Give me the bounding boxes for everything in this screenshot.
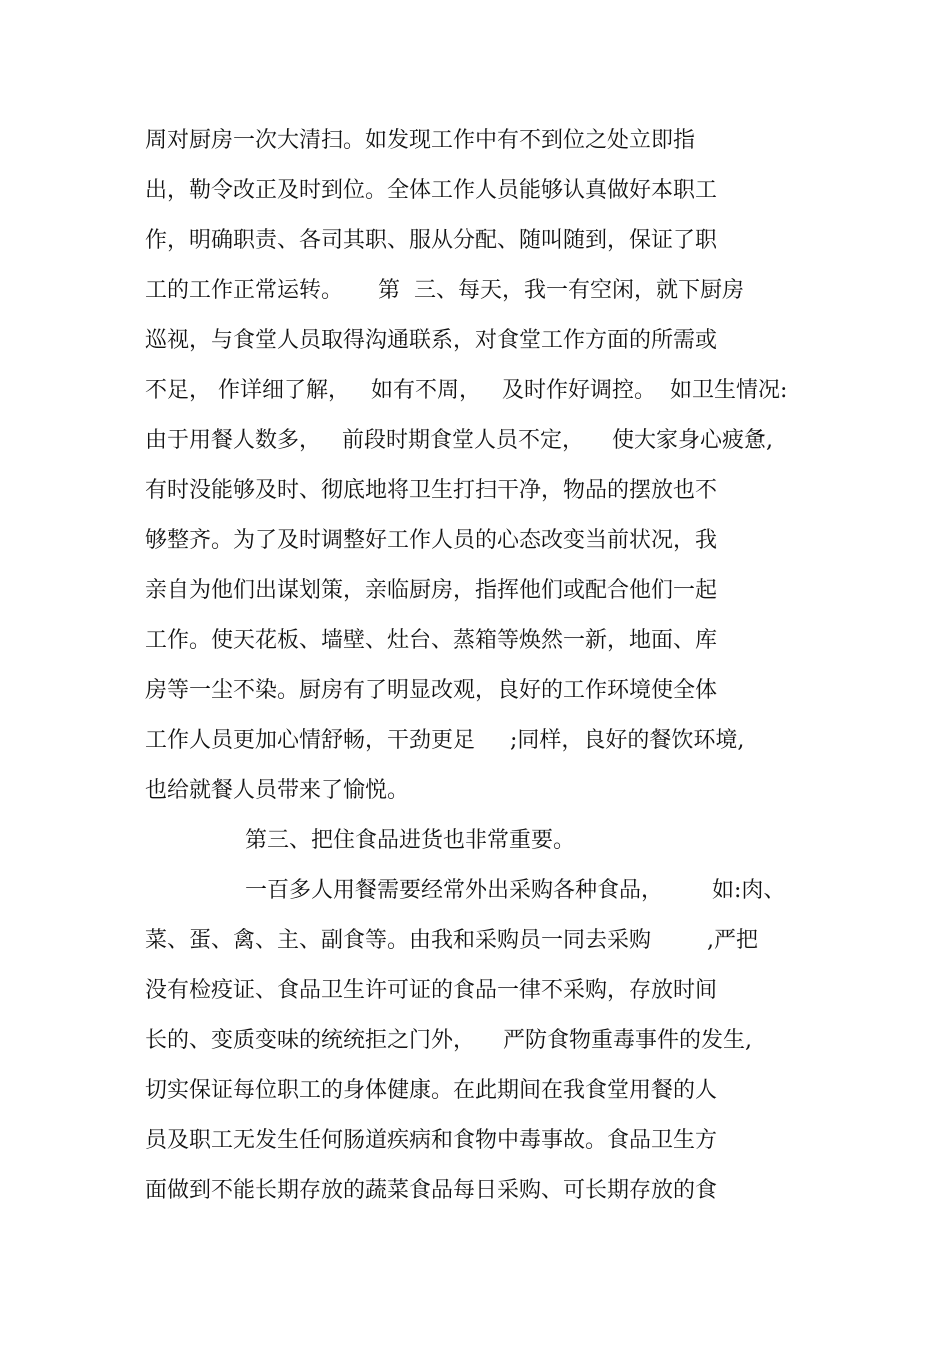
text-line: 工作人员更加心情舒畅，干劲更足 ;同样，良好的餐饮环境, bbox=[145, 728, 745, 753]
text-line: 长的、变质变味的统统拒之门外， 严防食物重毒事件的发生, bbox=[145, 1028, 752, 1053]
text-line: 工作。使天花板、墙壁、灶台、蒸箱等焕然一新，地面、库 bbox=[145, 628, 718, 653]
text-line: 房等一尘不染。厨房有了明显改观，良好的工作环境使全体 bbox=[145, 678, 718, 703]
text-line: 工的工作正常运转。 第 三、每天，我一有空闲，就下厨房 bbox=[145, 278, 744, 303]
text-line: 够整齐。为了及时调整好工作人员的心态改变当前状况，我 bbox=[145, 528, 718, 553]
text-line: 由于用餐人数多， 前段时期食堂人员不定， 使大家身心疲惫, bbox=[145, 428, 773, 453]
text-line: 面做到不能长期存放的蔬菜食品每日采购、可长期存放的食 bbox=[145, 1178, 718, 1203]
text-line: 员及职工无发生任何肠道疾病和食物中毒事故。食品卫生方 bbox=[145, 1128, 718, 1153]
text-line: 也给就餐人员带来了愉悦。 bbox=[145, 778, 410, 803]
text-line: 有时没能够及时、彻底地将卫生打扫干净，物品的摆放也不 bbox=[145, 478, 718, 503]
text-line: 没有检疫证、食品卫生许可证的食品一律不采购，存放时间 bbox=[145, 978, 718, 1003]
paragraph-first-line: 一百多人用餐需要经常外出采购各种食品， 如:肉、 bbox=[245, 878, 786, 903]
text-line: 不足， 作详细了解， 如有不周， 及时作好调控。 如卫生情况: bbox=[145, 378, 788, 403]
text-line: 菜、蛋、禽、主、副食等。由我和采购员一同去采购 ,严把 bbox=[145, 928, 758, 953]
text-line: 作，明确职责、各司其职、服从分配、随叫随到，保证了职 bbox=[145, 228, 718, 253]
text-line: 周对厨房一次大清扫。如发现工作中有不到位之处立即指 bbox=[145, 128, 696, 153]
text-line: 出，勒令改正及时到位。全体工作人员能够认真做好本职工 bbox=[145, 178, 718, 203]
text-line: 亲自为他们出谋划策，亲临厨房，指挥他们或配合他们一起 bbox=[145, 578, 718, 603]
text-line: 巡视，与食堂人员取得沟通联系，对食堂工作方面的所需或 bbox=[145, 328, 718, 353]
section-heading: 第三、把住食品进货也非常重要。 bbox=[245, 828, 576, 853]
text-line: 切实保证每位职工的身体健康。在此期间在我食堂用餐的人 bbox=[145, 1078, 718, 1103]
